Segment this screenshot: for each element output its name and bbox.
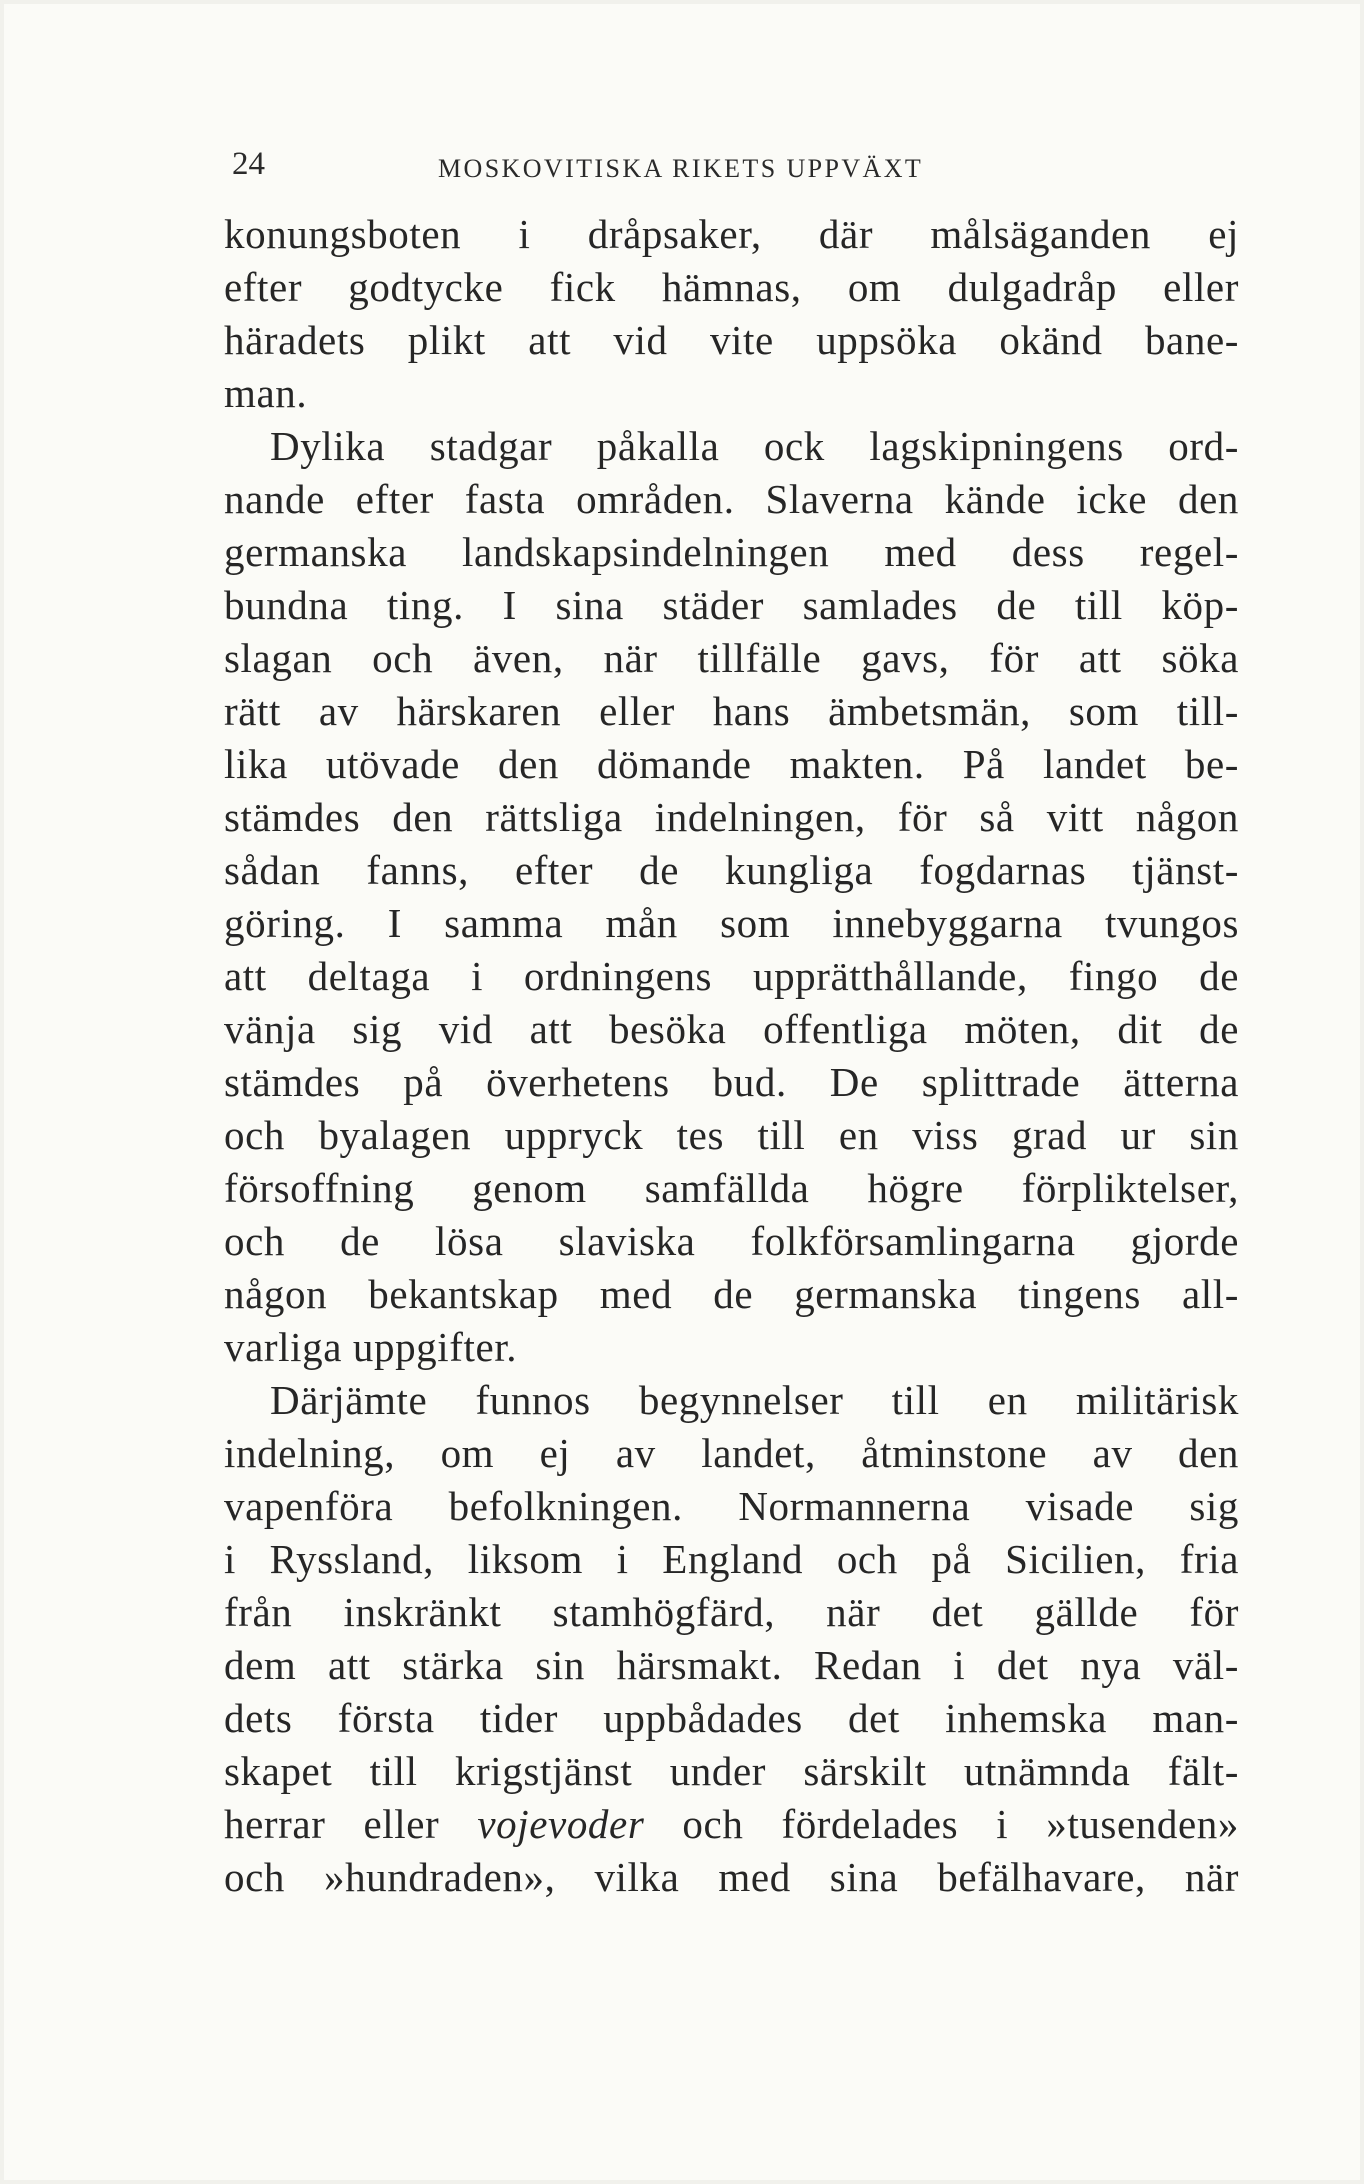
italic-term: vojevoder	[477, 1801, 645, 1847]
page-number: 24	[232, 146, 265, 182]
text-line: från inskränkt stamhögfärd, när det gällde för	[224, 1589, 1239, 1635]
text-line: varliga uppgifter.	[224, 1324, 518, 1370]
text-line: stämdes den rättsliga indelningen, för så vitt någon	[224, 794, 1239, 840]
text-line: häradets plikt att vid vite uppsöka okänd bane-	[224, 317, 1239, 363]
text-line: dem att stärka sin härsmakt. Redan i det nya väl-	[224, 1642, 1239, 1688]
text-line: göring. I samma mån som innebyggarna tvungos	[224, 900, 1239, 946]
body-text	[224, 208, 1239, 1904]
text-line: efter godtycke fick hämnas, om dulgadråp eller	[224, 264, 1239, 310]
text-line-with-italic	[224, 1798, 1239, 1851]
running-head	[232, 146, 1232, 190]
text-line: Därjämte funnos begynnelser till en militärisk	[270, 1377, 1239, 1423]
text-line: skapet till krigstjänst under särskilt utnämnda fält-	[224, 1748, 1239, 1794]
text-line: sådan fanns, efter de kungliga fogdarnas tjänst-	[224, 847, 1239, 893]
text-line: bundna ting. I sina städer samlades de till köp-	[224, 582, 1239, 628]
text-line: man.	[224, 370, 308, 416]
text-line: dets första tider uppbådades det inhemska man-	[224, 1695, 1239, 1741]
text-line: och »hundraden», vilka med sina befälhavare, när	[224, 1854, 1239, 1900]
text-line: och byalagen uppryck tes till en viss grad ur sin	[224, 1112, 1239, 1158]
text-line: slagan och även, när tillfälle gavs, för att söka	[224, 635, 1239, 681]
text-line: i Ryssland, liksom i England och på Sicilien, fria	[224, 1536, 1239, 1582]
text-line: lika utövade den dömande makten. På landet be-	[224, 741, 1239, 787]
text-segment: herrar eller	[224, 1801, 478, 1847]
text-line: indelning, om ej av landet, åtminstone av den	[224, 1430, 1239, 1476]
text-line: vapenföra befolkningen. Normannerna visade sig	[224, 1483, 1239, 1529]
text-line: någon bekantskap med de germanska tingens all-	[224, 1271, 1239, 1317]
text-line: vänja sig vid att besöka offentliga möten, dit de	[224, 1006, 1239, 1052]
text-line: stämdes på överhetens bud. De splittrade ätterna	[224, 1059, 1239, 1105]
text-line: germanska landskapsindelningen med dess regel-	[224, 529, 1239, 575]
text-line: och de lösa slaviska folkförsamlingarna gjorde	[224, 1218, 1239, 1264]
running-title: MOSKOVITISKA RIKETS UPPVÄXT	[438, 154, 924, 183]
text-line: Dylika stadgar påkalla ock lagskipningens ord-	[270, 423, 1239, 469]
text-line: nande efter fasta områden. Slaverna kände icke den	[224, 476, 1239, 522]
text-line: rätt av härskaren eller hans ämbetsmän, som till-	[224, 688, 1239, 734]
text-line: konungsboten i dråpsaker, där målsäganden ej	[224, 211, 1239, 257]
text-line: att deltaga i ordningens upprätthållande, fingo de	[224, 953, 1239, 999]
text-line: försoffning genom samfällda högre förpliktelser,	[224, 1165, 1239, 1211]
text-segment: och fördelades i »tusenden»	[644, 1801, 1239, 1847]
